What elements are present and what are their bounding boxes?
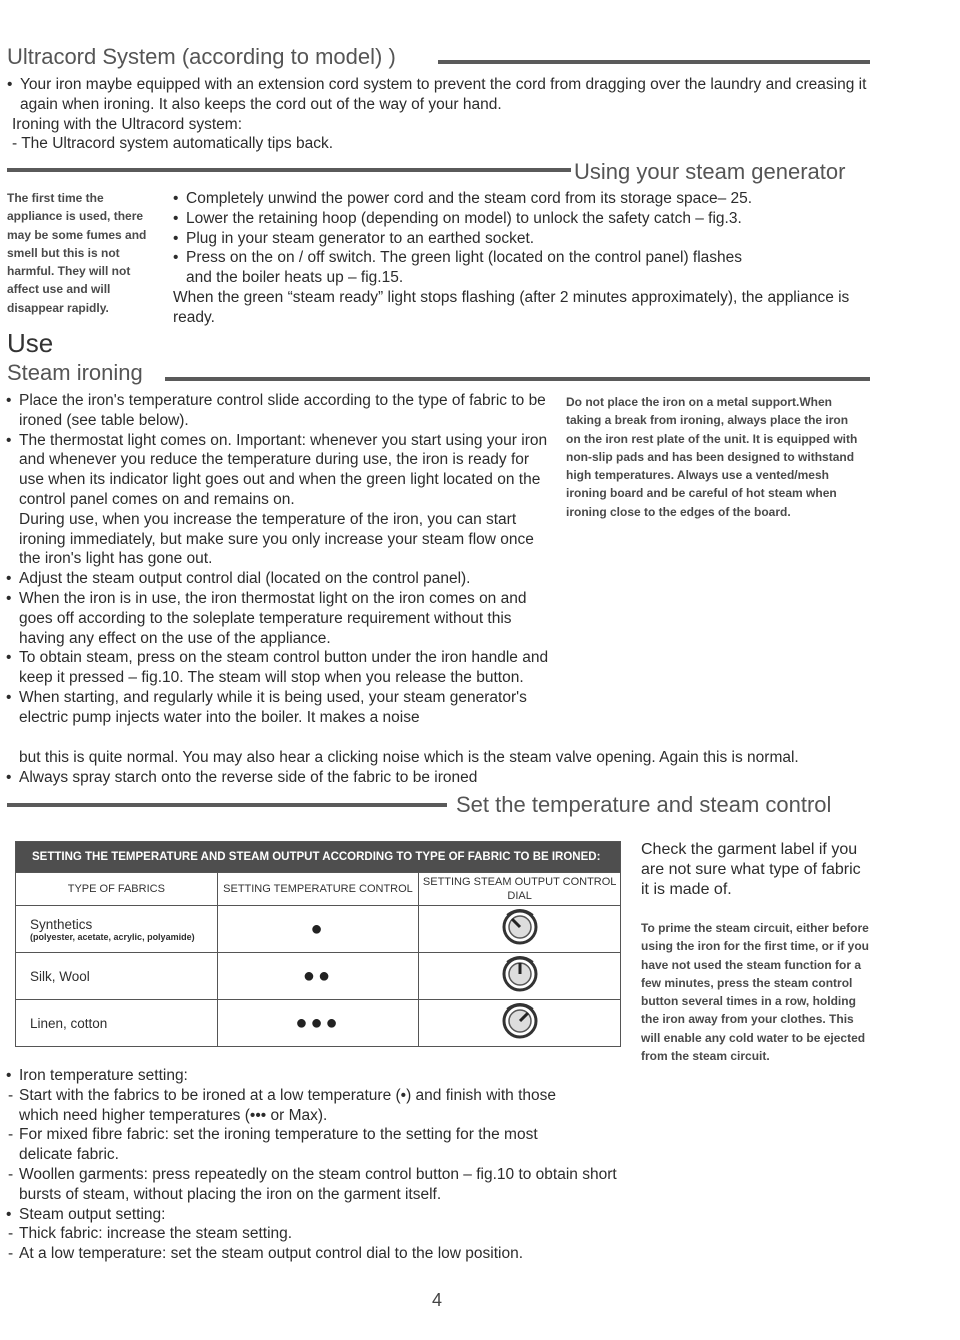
steam-dial-cell xyxy=(419,1000,621,1047)
list-item: - Start with the fabrics to be ironed at a low temperature (•) and finish with those which need higher temperatures (••• or Max). xyxy=(6,1086,589,1126)
list-item: - For mixed fibre fabric: set the ironing temperature to the setting for the most delicate fabric. xyxy=(6,1125,539,1165)
steam-dial-cell xyxy=(419,906,621,953)
table-header-fabric: TYPE OF FABRICS xyxy=(16,873,218,906)
steam-generator-heading: Using your steam generator xyxy=(574,159,846,184)
ultracord-line: Ironing with the Ultracord system: xyxy=(12,115,243,133)
prime-steam-note: To prime the steam circuit, either before using the iron for the first time, or if you have not used the steam function for a few minutes, press the steam control button several times in a row, holding the iron away from your clothes. This will enable any cold water to be ejected from the steam circuit. xyxy=(641,921,870,1064)
steam-ironing-text-last xyxy=(6,768,606,788)
steam-ironing-text xyxy=(6,391,554,728)
list-item: • When the iron is in use, the iron thermostat light on the iron comes on and goes off according to the soleplate temperature requirement without this having any effect on the use of the appliance. xyxy=(6,589,554,648)
list-item: • Iron temperature setting: xyxy=(6,1066,636,1086)
section-rule xyxy=(165,377,870,381)
steam-dial-cell xyxy=(419,953,621,1000)
temperature-settings-text xyxy=(6,1066,636,1264)
steam-ironing-heading: Steam ironing xyxy=(7,360,143,385)
steam-dial-icon xyxy=(497,954,543,994)
list-item: • Press on the on / off switch. The green light (located on the control panel) flashes and the boiler heats up – fig.15. xyxy=(173,248,746,288)
list-item: • Completely unwind the power cord and the steam cord from its storage space– 25. xyxy=(173,189,863,209)
list-item: • Always spray starch onto the reverse side of the fabric to be ironed xyxy=(6,768,606,788)
temperature-dots: ● xyxy=(217,906,419,953)
ready-text: When the green “steam ready” light stops flashing (after 2 minutes approximately), the appliance is ready. xyxy=(173,288,850,326)
fabric-cell xyxy=(16,1000,218,1047)
steam-dial-icon xyxy=(497,1001,543,1041)
fabric-cell xyxy=(16,953,218,1000)
list-item-continued: During use, when you increase the temperature of the iron, you can start ironing immediately, but make sure you only increase your steam flow once the iron's light has gone out. xyxy=(19,510,534,568)
fabric-name: Linen, cotton xyxy=(30,1015,108,1031)
fabric-cell xyxy=(16,906,218,953)
table-row xyxy=(16,1000,621,1047)
list-item: - Thick fabric: increase the steam setting. xyxy=(6,1224,636,1244)
metal-support-note: Do not place the iron on a metal support.When taking a break from ironing, always place the iron on the iron rest plate of the unit. It is equipped with non-slip pads and has been designed to withstand high temperatures. Always use a vented/mesh ironing board and be careful of hot steam when ironing close to the edges of the board. xyxy=(566,395,858,519)
temperature-dots: ●●● xyxy=(217,1000,419,1047)
section-rule xyxy=(7,168,571,172)
section-rule xyxy=(7,803,447,807)
fabric-settings-table xyxy=(15,841,621,1047)
steam-ironing-text-wide xyxy=(19,748,859,768)
list-item: - Woollen garments: press repeatedly on the steam control button – fig.10 to obtain short bursts of steam, without placing the iron on the garment itself. xyxy=(6,1165,636,1205)
ultracord-line: - The Ultracord system automatically tips back. xyxy=(12,135,334,153)
section-rule xyxy=(438,60,870,64)
table-header-steam: SETTING STEAM OUTPUT CONTROL DIAL xyxy=(419,873,621,906)
list-item: • The thermostat light comes on. Important: whenever you start using your iron and whenever you reduce the temperature during use, the iron is ready for use when its indicator light goes out and when the green light located on the control panel comes on and remains on. xyxy=(6,431,554,510)
ultracord-text xyxy=(7,75,867,154)
list-item: • Plug in your steam generator to an earthed socket. xyxy=(173,229,863,249)
table-title: SETTING THE TEMPERATURE AND STEAM OUTPUT ACCORDING TO TYPE OF FABRIC TO BE IRONED: xyxy=(16,842,621,873)
fabric-name: Synthetics xyxy=(30,916,93,932)
steam-dial-icon xyxy=(497,907,543,947)
list-item: • Steam output setting: xyxy=(6,1205,636,1225)
list-item: • When starting, and regularly while it is being used, your steam generator's electric pump injects water into the boiler. It makes a noise xyxy=(6,688,554,728)
ultracord-heading: Ultracord System (according to model) ) xyxy=(7,44,396,69)
fabric-detail: (polyester, acetate, acrylic, polyamide) xyxy=(30,931,195,942)
list-item: • To obtain steam, press on the steam control button under the iron handle and keep it pressed – fig.10. The steam will stop when you release the button. xyxy=(6,648,554,688)
list-item: • Place the iron's temperature control slide according to the type of fabric to be ironed (see table below). xyxy=(6,391,554,431)
list-item: - At a low temperature: set the steam output control dial to the low position. xyxy=(6,1244,636,1264)
first-use-note: The first time the appliance is used, there may be some fumes and smell but this is not harmful. They will not affect use and will disappear rapidly. xyxy=(7,191,147,315)
table-row xyxy=(16,906,621,953)
temperature-heading: Set the temperature and steam control xyxy=(456,792,832,817)
list-item: • Lower the retaining hoop (depending on model) to unlock the safety catch – fig.3. xyxy=(173,209,863,229)
temperature-dots: ●● xyxy=(217,953,419,1000)
page-number: 4 xyxy=(432,1290,443,1310)
table-row xyxy=(16,953,621,1000)
use-heading: Use xyxy=(7,328,54,358)
steam-generator-steps xyxy=(173,189,863,328)
ultracord-bullet: • Your iron maybe equipped with an extension cord system to prevent the cord from dragging over the laundry and creasing it again when ironing. It also keeps the cord out of the way of your hand. xyxy=(7,75,867,115)
table-header-temperature: SETTING TEMPERATURE CONTROL xyxy=(217,873,419,906)
list-item: • Adjust the steam output control dial (located on the control panel). xyxy=(6,569,554,589)
fabric-name: Silk, Wool xyxy=(30,968,90,984)
list-item-continued: but this is quite normal. You may also hear a clicking noise which is the steam valve opening. Again this is normal. xyxy=(19,749,799,766)
check-label-text: Check the garment label if you are not sure what type of fabric it is made of. xyxy=(641,841,861,898)
